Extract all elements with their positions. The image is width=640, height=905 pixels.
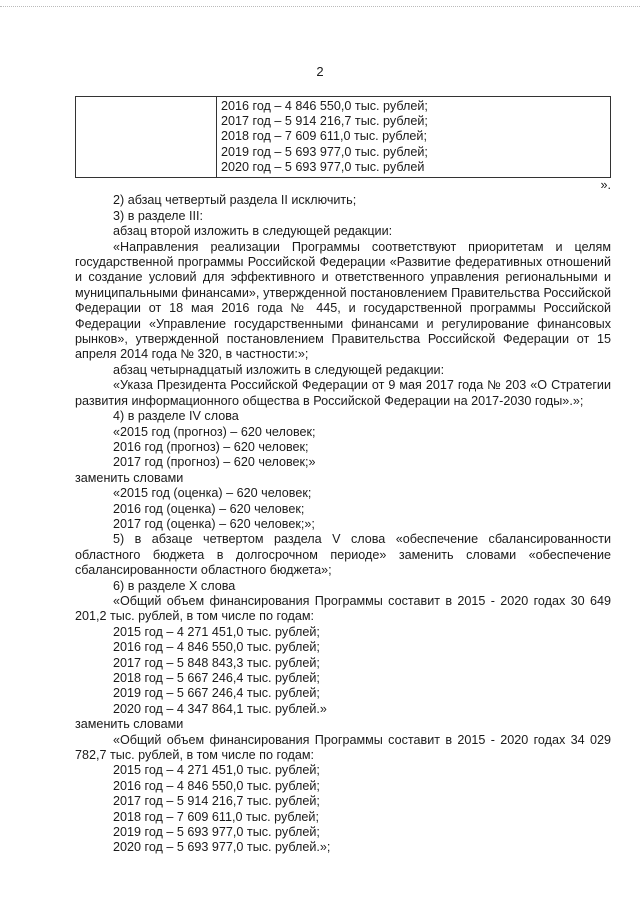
item-3-quote: «Направления реализации Программы соответствуют приоритетам и целям государственной программы Российской Федерации «Развитие федеративных отношений и создание условий для эффективного и ответственного управления региональными и муниципальными финансами», утвержденной постановлением Правительства Российской Федерации от 18 мая 2016 года № 445, и государственной программы Российской Федерации «Управление государственными финансами и регулирование финансовых рынков», утвержденной постановлением Правительства Российской Федерации от 15 апреля 2014 года № 320, в частности:»; xyxy=(75,239,611,362)
item-6-old-intro: «Общий объем финансирования Программы составит в 2015 - 2020 годах 30 649 201,2 тыс. рублей, в том числе по годам: xyxy=(75,593,611,624)
item-6-new-year: 2015 год – 4 271 451,0 тыс. рублей; xyxy=(113,763,320,778)
item-6-new-year: 2016 год – 4 846 550,0 тыс. рублей; xyxy=(113,778,320,793)
item-6-new-intro: «Общий объем финансирования Программы составит в 2015 - 2020 годах 34 029 782,7 тыс. рублей, в том числе по годам: xyxy=(75,732,611,763)
table-row: 2020 год – 5 693 977,0 тыс. рублей xyxy=(221,159,425,174)
item-6-new-year: 2018 год – 7 609 611,0 тыс. рублей; xyxy=(113,809,319,824)
scan-artifact-line xyxy=(0,6,640,9)
item-4-old-line: 2017 год (прогноз) – 620 человек;» xyxy=(113,455,316,470)
item-3-a: абзац второй изложить в следующей редакции: xyxy=(113,224,393,239)
item-4-new-line: 2016 год (оценка) – 620 человек; xyxy=(113,501,305,516)
item-6-old-year: 2017 год – 5 848 843,3 тыс. рублей; xyxy=(113,655,320,670)
item-4-old-line: 2016 год (прогноз) – 620 человек; xyxy=(113,439,309,454)
item-5: 5) в абзаце четвертом раздела V слова «обеспечение сбалансированности областного бюджета в долгосрочном периоде» заменить словами «обеспечение сбалансированности областного бюджета»; xyxy=(75,532,611,578)
item-3-b-quote: «Указа Президента Российской Федерации от 9 мая 2017 года № 203 «О Стратегии развития информационного общества в Российской Федерации на 2017-2030 годы».»; xyxy=(75,378,611,408)
table-values-cell xyxy=(217,97,611,178)
item-6-new-year: 2020 год – 5 693 977,0 тыс. рублей.»; xyxy=(113,840,331,855)
item-4: 4) в разделе IV слова xyxy=(113,409,239,424)
item-3-b: абзац четырнадцатый изложить в следующей редакции: xyxy=(113,362,445,377)
item-4-new-line: 2017 год (оценка) – 620 человек;»; xyxy=(113,516,315,531)
item-6-old-year: 2019 год – 5 667 246,4 тыс. рублей; xyxy=(113,686,320,701)
item-6-old-year: 2018 год – 5 667 246,4 тыс. рублей; xyxy=(113,671,320,685)
table-empty-cell xyxy=(76,97,217,178)
replace-with-label: заменить словами xyxy=(75,717,184,732)
item-6-old-year: 2016 год – 4 846 550,0 тыс. рублей; xyxy=(113,640,320,655)
item-3: 3) в разделе III: xyxy=(113,208,204,223)
closing-quote: ». xyxy=(600,178,611,192)
item-6-old-year: 2015 год – 4 271 451,0 тыс. рублей; xyxy=(113,624,320,639)
table-row: 2016 год – 4 846 550,0 тыс. рублей; xyxy=(221,99,428,113)
item-6-new-year: 2017 год – 5 914 216,7 тыс. рублей; xyxy=(113,794,320,809)
budget-table xyxy=(75,96,611,178)
item-4-new-line: «2015 год (оценка) – 620 человек; xyxy=(113,486,312,501)
table-row: 2018 год – 7 609 611,0 тыс. рублей; xyxy=(221,129,427,144)
item-4-old-line: «2015 год (прогноз) – 620 человек; xyxy=(113,424,316,439)
item-6-new-year: 2019 год – 5 693 977,0 тыс. рублей; xyxy=(113,825,320,840)
item-6: 6) в разделе X слова xyxy=(113,578,236,593)
table-row: 2019 год – 5 693 977,0 тыс. рублей; xyxy=(221,144,428,159)
document-body xyxy=(75,178,611,856)
item-6-old-year: 2020 год – 4 347 864,1 тыс. рублей.» xyxy=(113,701,327,716)
replace-with-label: заменить словами xyxy=(75,470,184,485)
page-number: 2 xyxy=(316,64,324,79)
table-row: 2017 год – 5 914 216,7 тыс. рублей; xyxy=(221,114,428,129)
item-2: 2) абзац четвертый раздела II исключить; xyxy=(113,193,357,208)
